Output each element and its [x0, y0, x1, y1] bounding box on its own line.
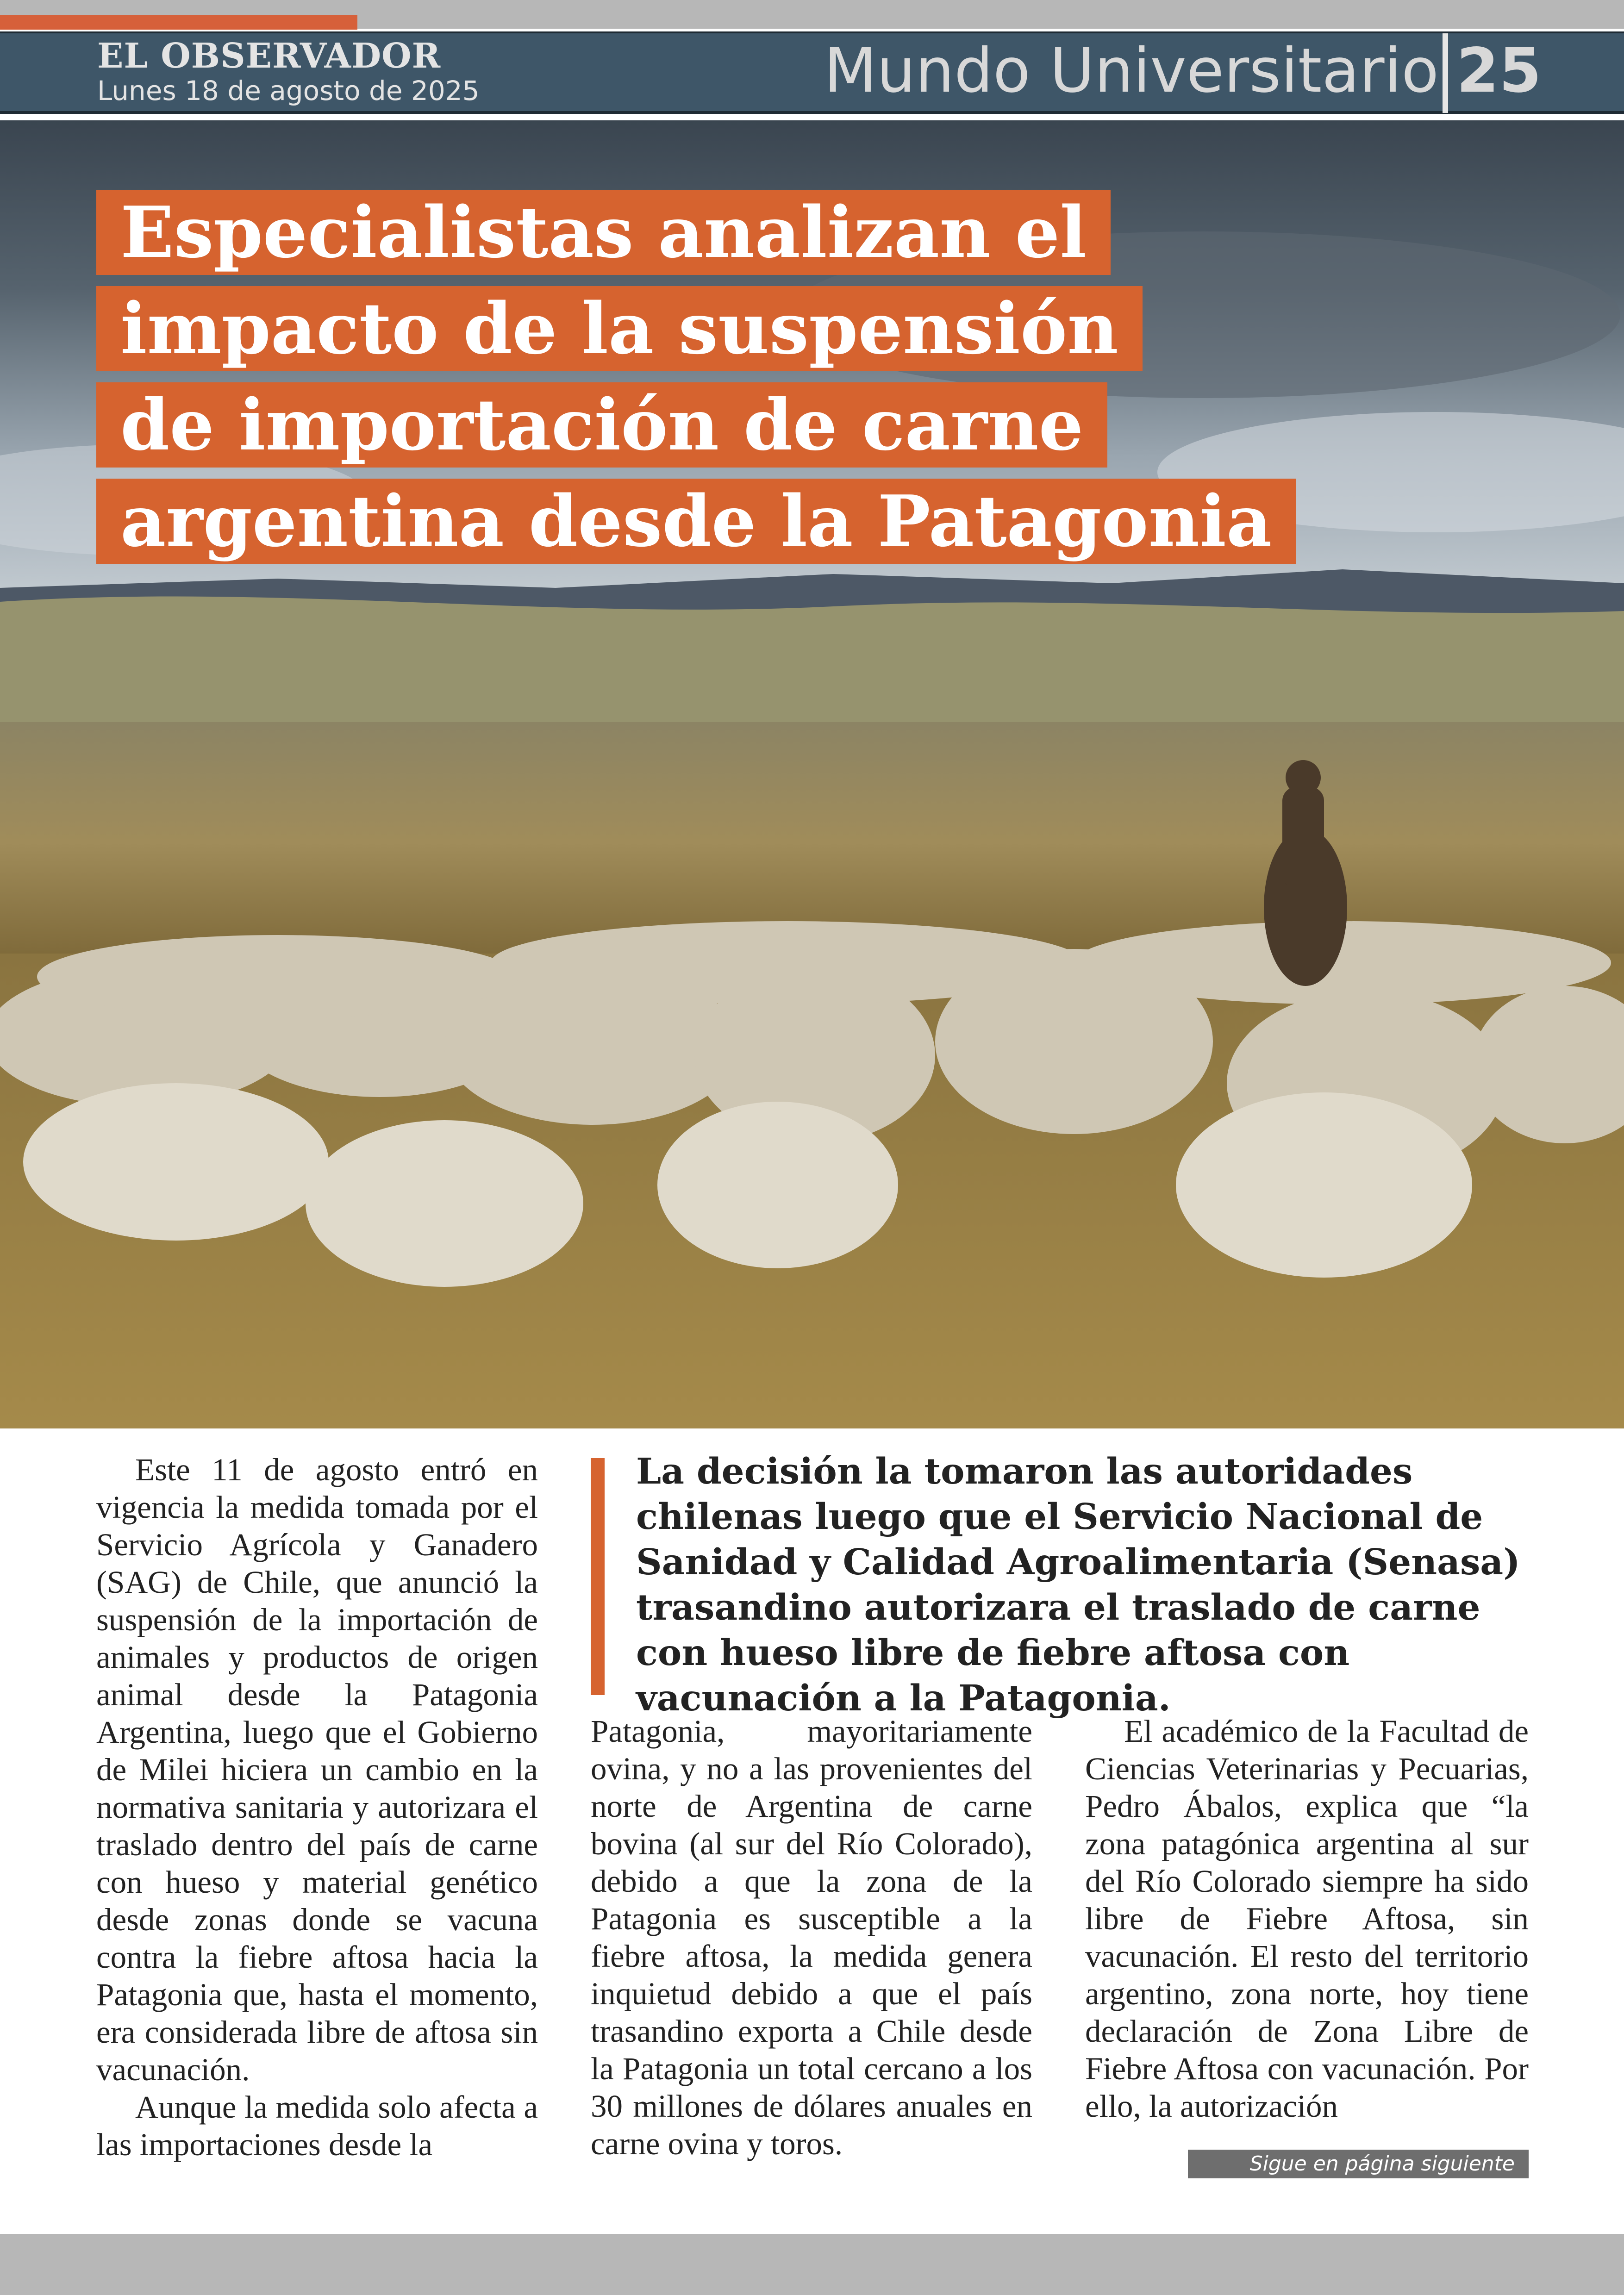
article-paragraph: El académico de la Facultad de Ciencias Veterinarias y Pecuarias, Pedro Ábalos, explica que “la zona patagónica argentina al sur del Río Colorado siempre ha sido libre de Fiebre Aftosa, sin vacunación. El resto del territorio argentino, zona norte, hoy tiene declaración de Zona Libre de Fiebre Aftosa con vacunación. Por ello, la autorización — [1085, 1714, 1529, 2124]
hero-photo — [0, 120, 1624, 1428]
article-column-3 — [1085, 1713, 1529, 2125]
section-title: Mundo Universitario — [824, 35, 1439, 106]
article-paragraph: Aunque la medida solo afecta a las importaciones desde la — [96, 2089, 538, 2162]
page-header — [0, 31, 1624, 114]
pullquote-accent-bar — [591, 1458, 605, 1695]
headline-line-2: impacto de la suspensión — [96, 286, 1143, 371]
header-rule — [0, 114, 1624, 120]
bottom-gray-strip — [0, 2234, 1624, 2295]
pullquote: La decisión la tomaron las autoridades chilenas luego que el Servicio Nacional de Sanidad y Calidad Agroalimentaria (Senasa) trasandino autorizara el traslado de carne con hueso libre de fiebre aftosa con vacunación a la Patagonia. — [636, 1451, 1520, 1719]
headline-line-4: argentina desde la Patagonia — [96, 479, 1296, 564]
issue-date: Lunes 18 de agosto de 2025 — [97, 75, 480, 106]
masthead: EL OBSERVADOR — [97, 36, 441, 76]
continued-next-page-label: Sigue en página siguiente — [1188, 2150, 1529, 2178]
article-paragraph: Este 11 de agosto entró en vigencia la medida tomada por el Servicio Agrícola y Ganadero (SAG) de Chile, que anunció la suspensión de la importación de animales y productos de origen animal desde la Patagonia Argentina, luego que el Gobierno de Milei hiciera un cambio en la normativa sanitaria y autorizara el traslado dentro del país de carne con hueso y material genético desde zonas donde se vacuna contra la fiebre aftosa hacia la Patagonia que, hasta el momento, era considerada libre de aftosa sin vacunación. — [96, 1452, 538, 2087]
page-number: 25 — [1456, 35, 1542, 106]
headline-line-3: de importación de carne — [96, 382, 1107, 468]
headline-line-1: Especialistas analizan el — [96, 190, 1111, 275]
top-accent-bar — [0, 15, 357, 30]
article-column-2 — [591, 1713, 1032, 2163]
article-column-1 — [96, 1451, 538, 2164]
header-divider — [1443, 33, 1448, 113]
article-paragraph: Patagonia, mayoritariamente ovina, y no a las provenientes del norte de Argentina de carne bovina (al sur del Río Colorado), debido a que la zona de la Patagonia es susceptible a la fiebre aftosa, la medida genera inquietud debido a que el país trasandino exporta a Chile desde la Patagonia un total cercano a los 30 millones de dólares anuales en carne ovina y toros. — [591, 1714, 1032, 2161]
